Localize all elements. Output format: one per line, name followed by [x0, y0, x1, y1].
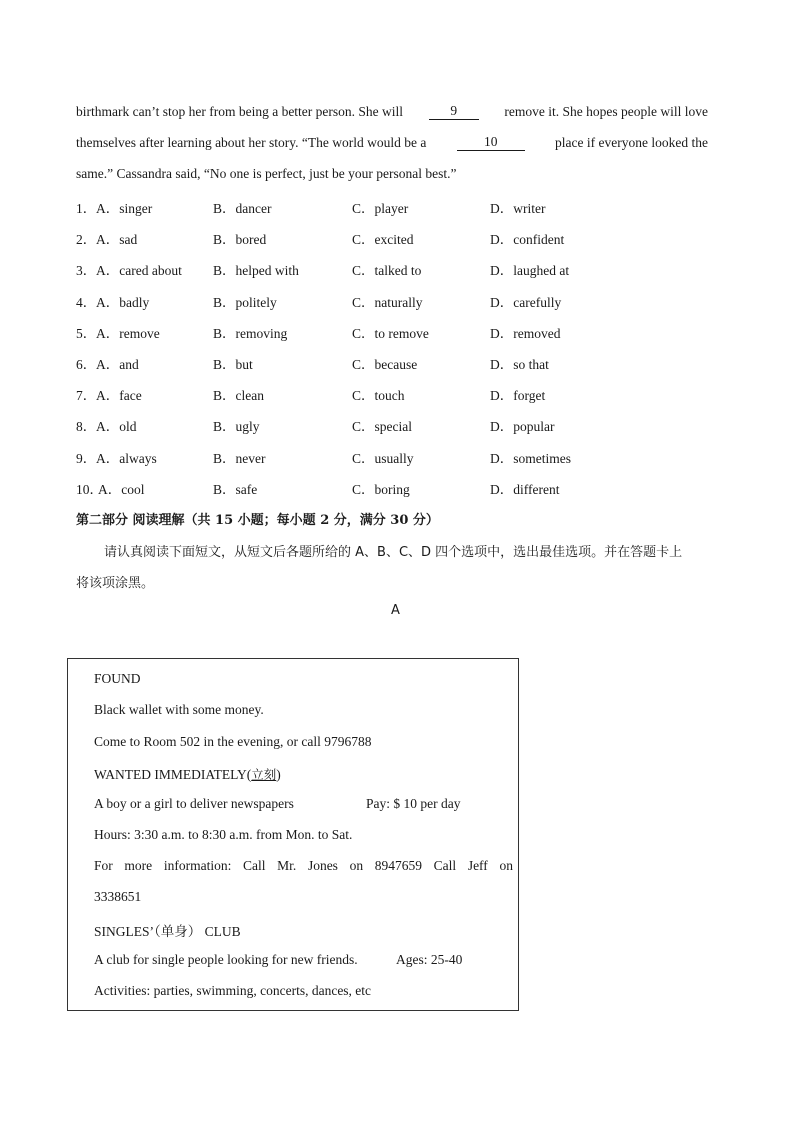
option-b: B．clean [213, 388, 264, 404]
option-b: B．removing [213, 325, 288, 341]
option-a: A．cool [98, 481, 145, 497]
option-a: A．old [96, 419, 137, 435]
option-d: D．sometimes [490, 450, 571, 466]
question-number: 8． [76, 419, 97, 435]
singles-title: SINGLES’（单身） CLUB [94, 924, 241, 939]
option-c: C．to remove [352, 325, 429, 341]
info-word: Jones [307, 858, 338, 873]
found-line-1: Black wallet with some money. [94, 702, 264, 717]
singles-ages: Ages: 25-40 [396, 952, 463, 967]
passage-line-1 [76, 104, 708, 120]
option-c: C．boring [352, 481, 410, 497]
blank-9: 9 [429, 104, 479, 120]
option-c: C．player [352, 201, 409, 216]
question-number: 6． [76, 357, 97, 372]
passage-label: A [391, 603, 400, 618]
found-line-2: Come to Room 502 in the evening, or call 9796788 [94, 734, 372, 749]
info-word: 8947659 [374, 858, 422, 873]
info-word: Jeff [467, 858, 488, 873]
passage-line-2 [76, 135, 708, 151]
section-heading: 第二部分 阅读理解（共 15 小题；每小题 2 分，满分 30 分） [76, 513, 439, 528]
option-b: B．helped with [213, 263, 299, 279]
instruction-line-2: 将该项涂黑。 [76, 576, 155, 591]
info-word: more [124, 858, 153, 873]
option-b: B．ugly [213, 419, 260, 435]
instruction-line-1: 请认真阅读下面短文，从短文后各题所给的 A、B、C、D 四个选项中，选出最佳选项。并在答题卡上 [104, 545, 683, 560]
wanted-info-tail: 3338651 [94, 889, 142, 904]
option-d: D．so that [490, 357, 549, 372]
question-number: 1． [76, 201, 97, 216]
info-word: For [94, 858, 113, 873]
option-c: C．touch [352, 388, 405, 404]
passage-line-1-after: remove it. She hopes people will love [504, 104, 708, 119]
option-a: A．face [96, 388, 142, 404]
option-d: D．popular [490, 419, 555, 435]
blank-10: 10 [457, 135, 525, 151]
notice-box [67, 658, 519, 1011]
wanted-title-cn: 立刻 [251, 767, 277, 782]
passage-line-1-before: birthmark can’t stop her from being a better person. She will [76, 104, 404, 119]
option-a: A．always [96, 450, 157, 466]
question-number: 2． [76, 232, 97, 248]
option-c: C．special [352, 419, 412, 435]
option-d: D．confident [490, 232, 565, 248]
passage-line-3: same.” Cassandra said, “No one is perfect, just be your personal best.” [76, 166, 457, 181]
option-d: D．laughed at [490, 263, 570, 279]
option-b: B．politely [213, 294, 277, 310]
question-number: 5． [76, 325, 97, 341]
option-b: B．but [213, 357, 253, 372]
option-d: D．carefully [490, 294, 562, 310]
wanted-title-close: ) [276, 767, 281, 782]
passage-line-2-before: themselves after learning about her story. “The world would be a [76, 135, 427, 150]
option-d: D．forget [490, 388, 546, 404]
wanted-hours: Hours: 3:30 a.m. to 8:30 a.m. from Mon. to Sat. [94, 827, 353, 842]
option-d: D．different [490, 481, 560, 497]
option-a: A．remove [96, 325, 160, 341]
passage-line-2-after: place if everyone looked the [555, 135, 708, 150]
wanted-line-1: A boy or a girl to deliver newspapers [94, 796, 294, 811]
option-b: B．safe [213, 481, 258, 497]
option-a: A．sad [96, 232, 138, 248]
option-c: C．excited [352, 232, 414, 248]
question-number: 7． [76, 388, 97, 404]
question-number: 3． [76, 263, 97, 279]
option-d: D．removed [490, 325, 561, 341]
option-b: B．never [213, 450, 266, 466]
info-word: information: [163, 858, 232, 873]
wanted-info-line [94, 858, 513, 874]
question-number: 9． [76, 450, 97, 466]
option-a: A．cared about [96, 263, 182, 279]
option-c: C．because [352, 357, 418, 372]
wanted-title-text: WANTED IMMEDIATELY( [94, 767, 252, 782]
info-word: Call [433, 858, 457, 873]
wanted-title [94, 765, 281, 783]
question-number: 4． [76, 294, 97, 310]
info-word: Mr. [277, 858, 297, 873]
singles-activities: Activities: parties, swimming, concerts, dances, etc [94, 983, 372, 998]
singles-line-1: A club for single people looking for new friends. [94, 952, 358, 967]
info-word: Call [242, 858, 266, 873]
option-b: B．bored [213, 232, 267, 248]
question-number: 10． [76, 481, 103, 497]
option-a: A．singer [96, 201, 153, 216]
info-word: on [349, 858, 364, 873]
option-c: C．naturally [352, 294, 423, 310]
info-word: on [499, 858, 513, 873]
option-d: D．writer [490, 201, 546, 216]
option-a: A．and [96, 357, 139, 372]
option-c: C．talked to [352, 263, 422, 279]
option-c: C．usually [352, 450, 414, 466]
found-title: FOUND [94, 671, 141, 686]
option-b: B．dancer [213, 201, 272, 216]
option-a: A．badly [96, 294, 150, 310]
wanted-pay: Pay: $ 10 per day [366, 796, 461, 811]
